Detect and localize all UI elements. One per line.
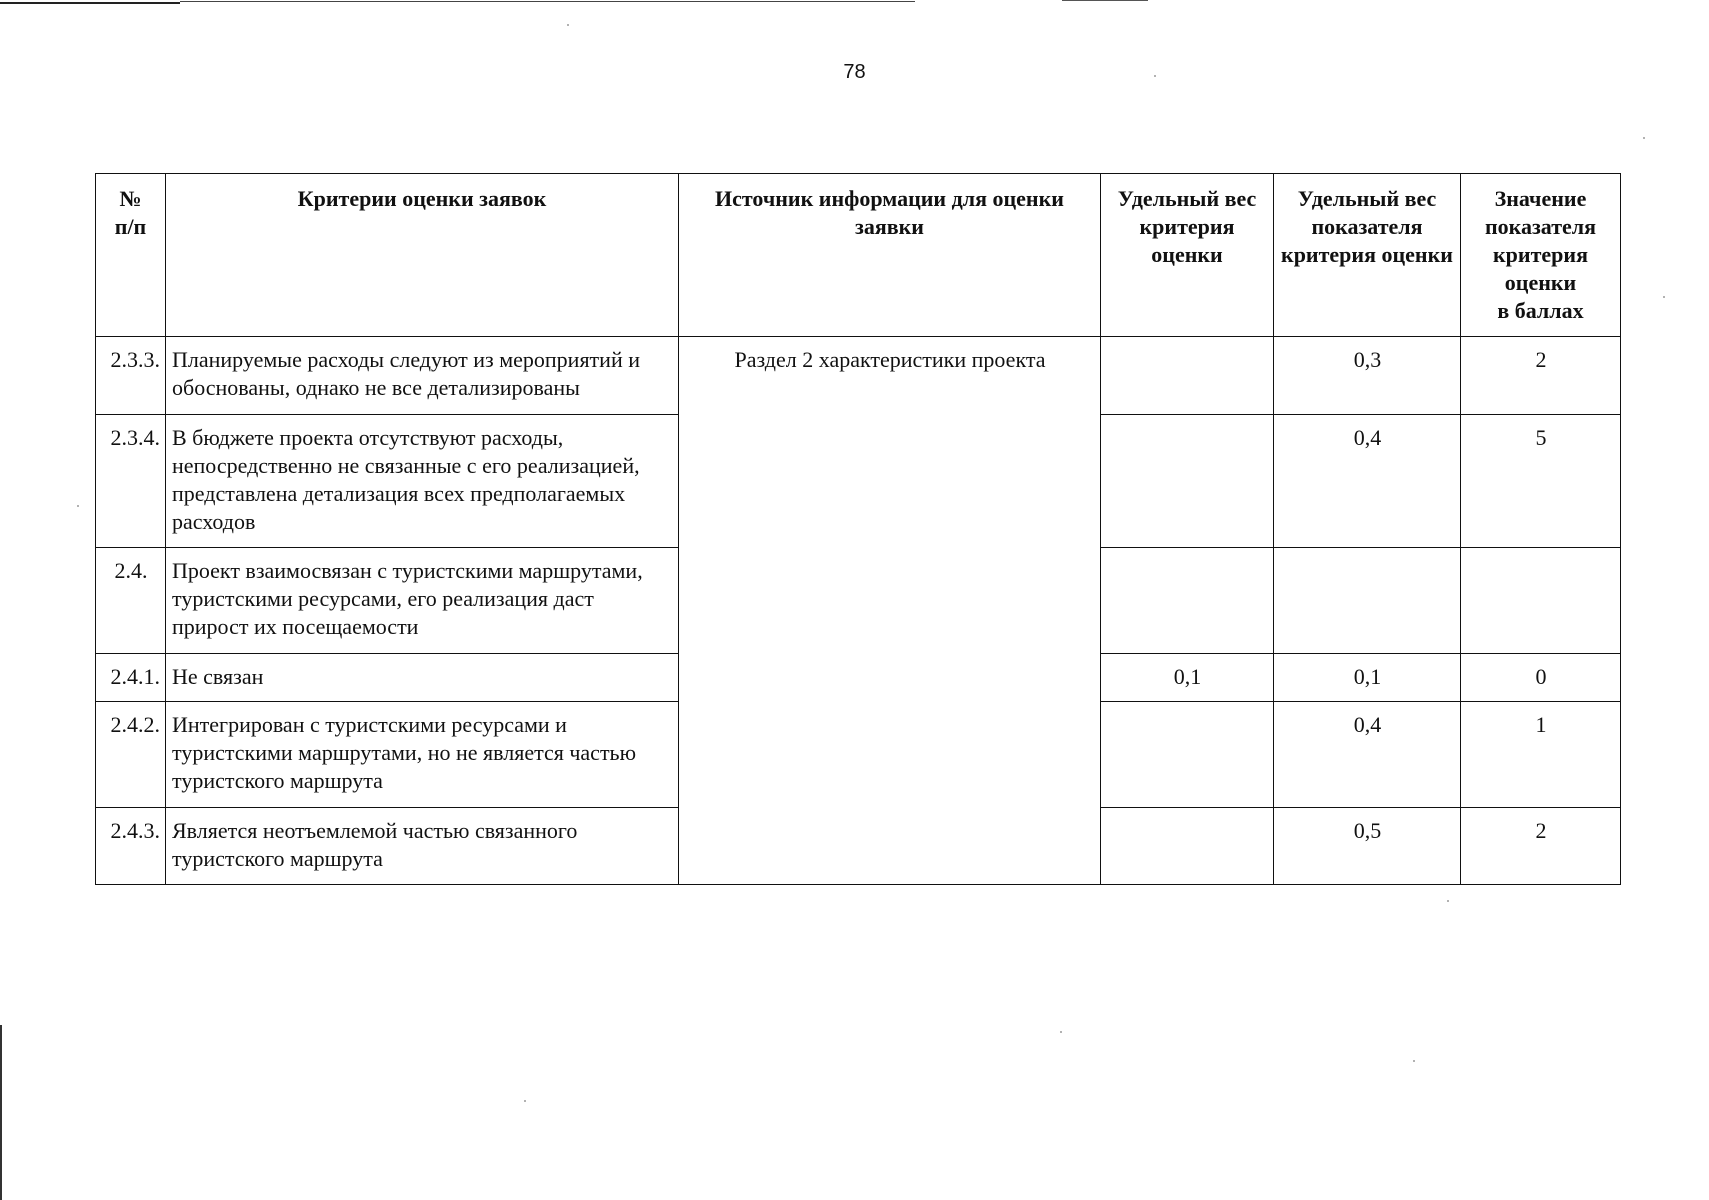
header-criteria: Критерии оценки заявок bbox=[166, 174, 679, 337]
row-criterion-weight: 0,1 bbox=[1101, 654, 1274, 702]
row-score: 5 bbox=[1461, 415, 1621, 548]
row-number: 2.4.1. bbox=[96, 654, 166, 702]
row-indicator-weight: 0,4 bbox=[1274, 702, 1461, 808]
source-cell: Раздел 2 характеристики проекта bbox=[679, 337, 1101, 885]
row-criterion: Не связан bbox=[166, 654, 679, 702]
row-criterion: Интегрирован с туристскими ресурсами и туристскими маршрутами, но не является частью туристского маршрута bbox=[166, 702, 679, 808]
header-source: Источник информации для оценки заявки bbox=[679, 174, 1101, 337]
row-score: 1 bbox=[1461, 702, 1621, 808]
scan-speck bbox=[1447, 900, 1449, 902]
row-criterion-weight bbox=[1101, 415, 1274, 548]
row-indicator-weight: 0,5 bbox=[1274, 808, 1461, 885]
row-number: 2.3.3. bbox=[96, 337, 166, 415]
row-criterion-weight bbox=[1101, 548, 1274, 654]
row-number: 2.4.2. bbox=[96, 702, 166, 808]
row-number: 2.3.4. bbox=[96, 415, 166, 548]
row-indicator-weight bbox=[1274, 548, 1461, 654]
row-score: 0 bbox=[1461, 654, 1621, 702]
header-indicator-weight: Удельный вес показателя критерия оценки bbox=[1274, 174, 1461, 337]
row-criterion: Является неотъемлемой частью связанного туристского маршрута bbox=[166, 808, 679, 885]
row-score: 2 bbox=[1461, 808, 1621, 885]
row-indicator-weight: 0,3 bbox=[1274, 337, 1461, 415]
row-criterion: Проект взаимосвязан с туристскими маршрутами, туристскими ресурсами, его реализация даст прирост их посещаемости bbox=[166, 548, 679, 654]
scan-edge-line bbox=[1062, 0, 1148, 1]
row-criterion-weight bbox=[1101, 808, 1274, 885]
scan-speck bbox=[567, 24, 569, 26]
row-score bbox=[1461, 548, 1621, 654]
row-criterion-weight bbox=[1101, 702, 1274, 808]
header-number: № п/п bbox=[96, 174, 166, 337]
scan-speck bbox=[77, 505, 79, 507]
scan-speck bbox=[1060, 1031, 1062, 1033]
scan-speck bbox=[1413, 1060, 1415, 1062]
scan-speck bbox=[1643, 137, 1645, 139]
scan-edge-line bbox=[180, 1, 915, 2]
table-row bbox=[96, 337, 1621, 415]
criteria-table bbox=[95, 173, 1621, 885]
row-score: 2 bbox=[1461, 337, 1621, 415]
row-indicator-weight: 0,1 bbox=[1274, 654, 1461, 702]
scan-speck bbox=[524, 1100, 526, 1102]
header-criterion-weight: Удельный вес критерия оценки bbox=[1101, 174, 1274, 337]
row-criterion-weight bbox=[1101, 337, 1274, 415]
row-criterion: В бюджете проекта отсутствуют расходы, непосредственно не связанные с его реализацией, представлена детализация всех предполагаемых расходов bbox=[166, 415, 679, 548]
scan-edge-line bbox=[0, 2, 180, 4]
row-number: 2.4.3. bbox=[96, 808, 166, 885]
row-indicator-weight: 0,4 bbox=[1274, 415, 1461, 548]
header-score: Значение показателя критерия оценки в баллах bbox=[1461, 174, 1621, 337]
row-number: 2.4. bbox=[96, 548, 166, 654]
page-number: 78 bbox=[843, 61, 866, 83]
scan-edge-line bbox=[0, 1025, 2, 1200]
scan-speck bbox=[1663, 296, 1665, 298]
row-criterion: Планируемые расходы следуют из мероприятий и обоснованы, однако не все детализированы bbox=[166, 337, 679, 415]
